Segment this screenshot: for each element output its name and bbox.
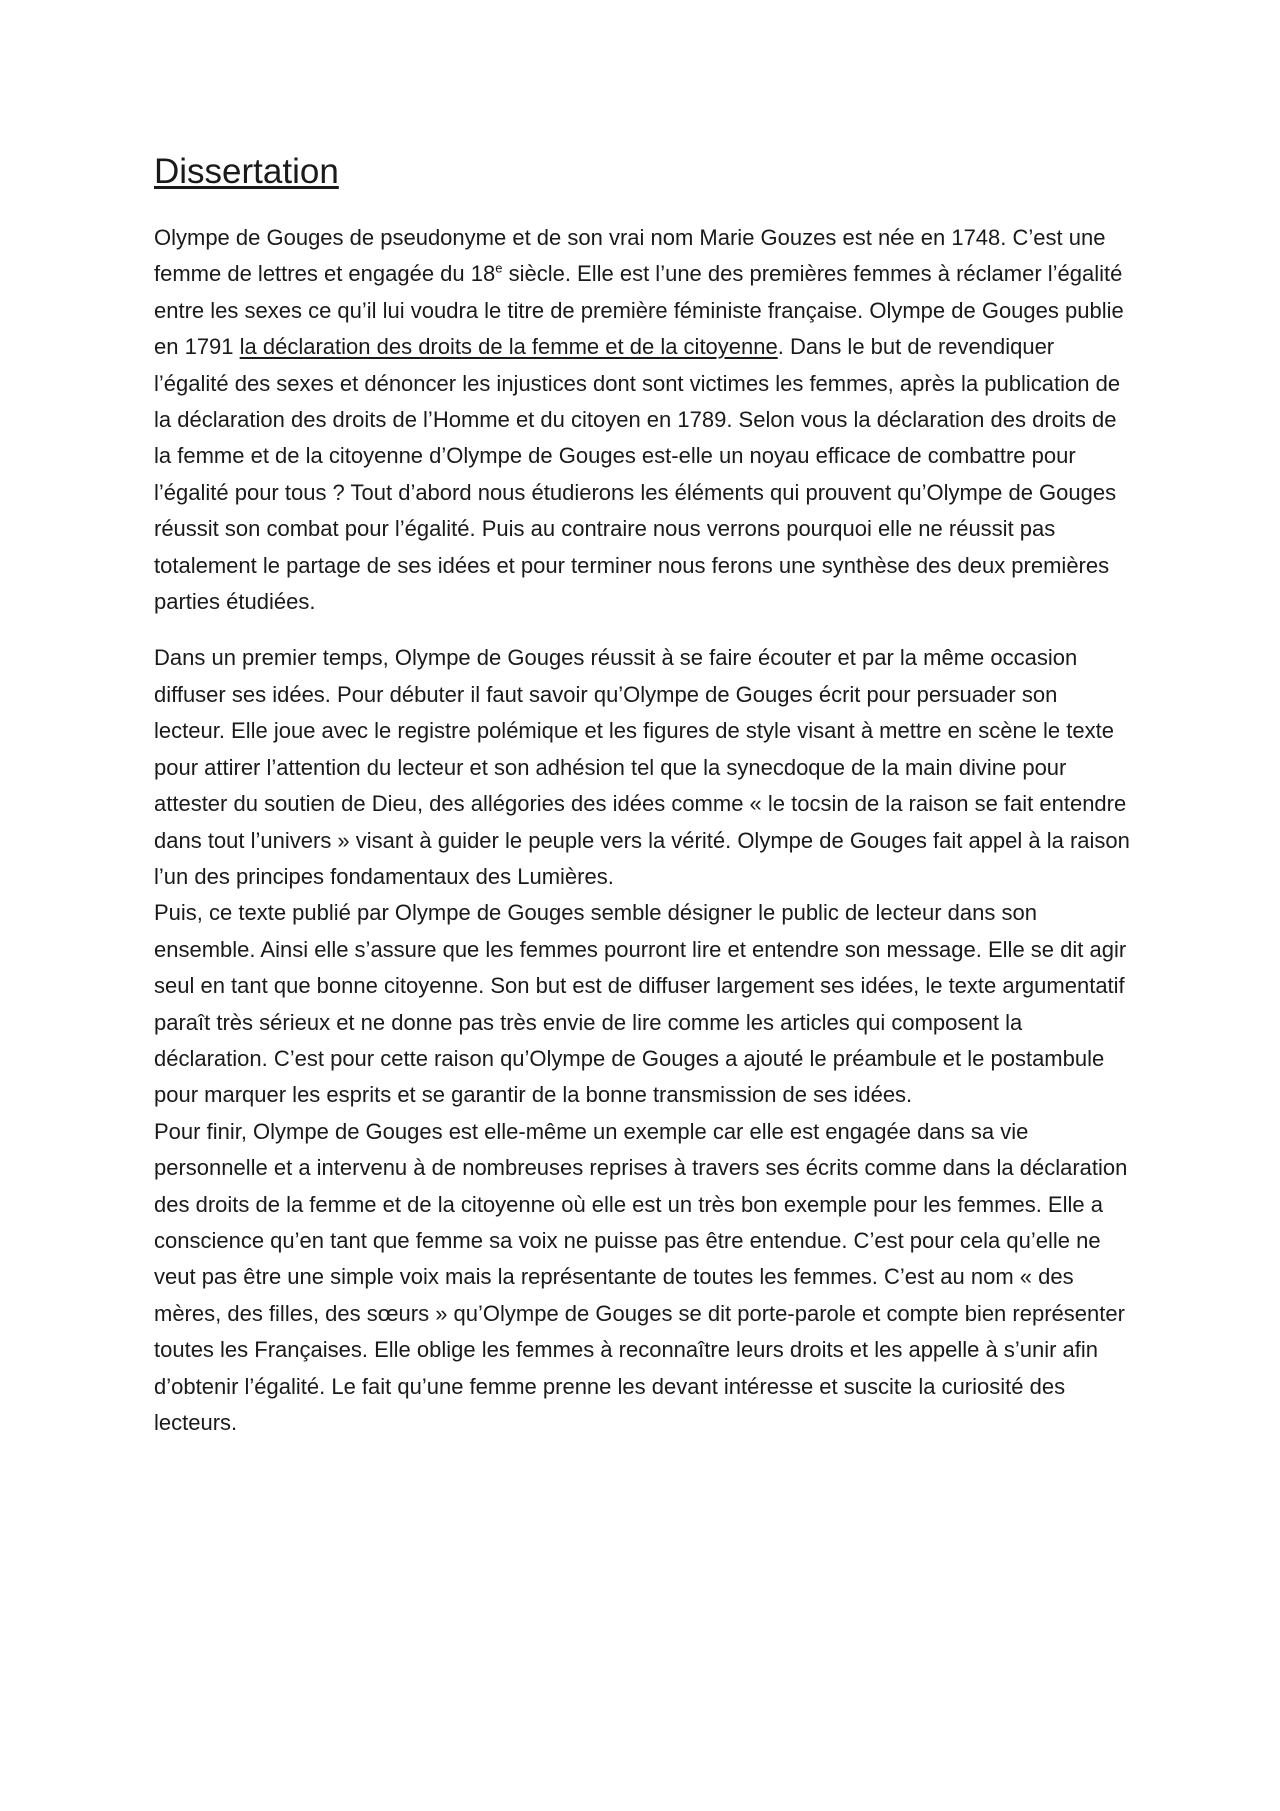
document-page	[154, 150, 1134, 1441]
paragraph-second-argument: Puis, ce texte publié par Olympe de Gouges semble désigner le public de lecteur dans son ensemble. Ainsi elle s’assure que les femmes pourront lire et entendre son message. Elle se dit agir seul en tant que bonne citoyenne. Son but est de diffuser largement ses idées, le texte argumentatif paraît très sérieux et ne donne pas très envie de lire comme les articles qui composent la déclaration. C’est pour cette raison qu’Olympe de Gouges a ajouté le préambule et le postambule pour marquer les esprits et se garantir de la bonne transmission de ses idées.	[154, 900, 1127, 1108]
intro-text-part-3: . Dans le but de revendiquer l’égalité des sexes et dénoncer les injustices dont sont victimes les femmes, après la publication de la déclaration des droits de l’Homme et du citoyen en 1789. Selon vous la déclaration des droits de la femme et de la citoyenne d’Olympe de Gouges est-elle un noyau efficace de combattre pour l’égalité pour tous ? Tout d’abord nous étudierons les éléments qui prouvent qu’Olympe de Gouges réussit son combat pour l’égalité. Puis au contraire nous verrons pourquoi elle ne réussit pas totalement le partage de ses idées et pour terminer nous ferons une synthèse des deux premières parties étudiées.	[154, 334, 1121, 615]
paragraph-first-part: Dans un premier temps, Olympe de Gouges réussit à se faire écouter et par la même occasion diffuser ses idées. Pour débuter il faut savoir qu’Olympe de Gouges écrit pour persuader son lecteur. Elle joue avec le registre polémique et les figures de style visant à mettre en scène le texte pour attirer l’attention du lecteur et son adhésion tel que la synecdoque de la main divine pour attester du soutien de Dieu, des allégories des idées comme « le tocsin de la raison se fait entendre dans tout l’univers » visant à guider le peuple vers la vérité. Olympe de Gouges fait appel à la raison l’un des principes fondamentaux des Lumières.	[154, 645, 1130, 889]
paragraph-introduction	[154, 220, 1134, 620]
century-superscript: e	[495, 261, 503, 277]
intro-text-part-2: siècle. Elle est l’une des premières femmes à réclamer l’égalité entre les sexes ce qu’il lui voudra le titre de première féministe française. Olympe de Gouges publie en 1791	[154, 261, 1124, 360]
document-title: Dissertation	[154, 152, 339, 191]
paragraph-third-argument: Pour finir, Olympe de Gouges est elle-même un exemple car elle est engagée dans sa vie personnelle et a intervenu à de nombreuses reprises à travers ses écrits comme dans la déclaration des droits de la femme et de la citoyenne où elle est un très bon exemple pour les femmes. Elle a conscience qu’en tant que femme sa voix ne puisse pas être entendue. C’est pour cela qu’elle ne veut pas être une simple voix mais la représentante de toutes les femmes. C’est au nom « des mères, des filles, des sœurs » qu’Olympe de Gouges se dit porte-parole et compte bien représenter toutes les Françaises. Elle oblige les femmes à reconnaître leurs droits et les appelle à s’unir afin d’obtenir l’égalité. Le fait qu’une femme prenne les devant intéresse et suscite la curiosité des lecteurs.	[154, 1118, 1128, 1435]
declaration-title-underlined: la déclaration des droits de la femme et de la citoyenne	[239, 334, 778, 360]
intro-text-part-1: Olympe de Gouges de pseudonyme et de son vrai nom Marie Gouzes est née en 1748. C’est une femme de lettres et engagée du 18	[154, 225, 1106, 287]
